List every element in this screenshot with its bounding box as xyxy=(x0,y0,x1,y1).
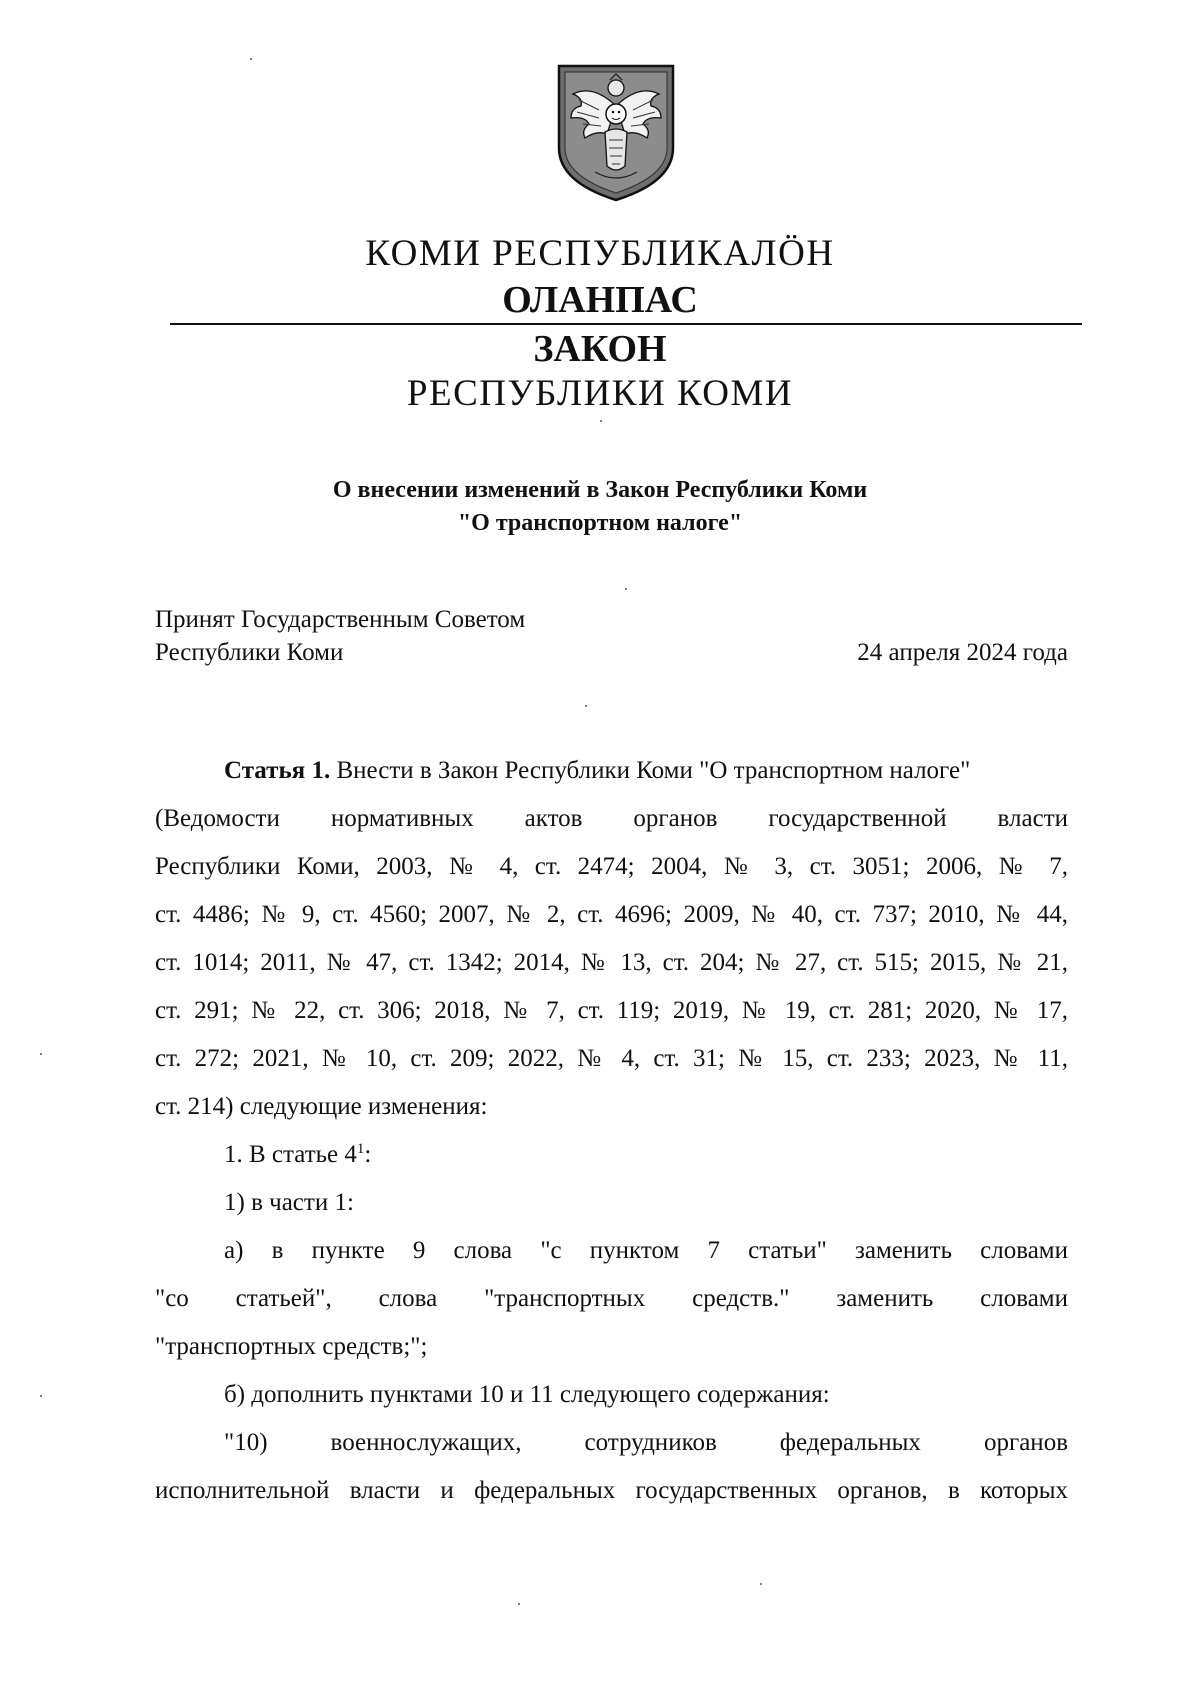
clause-1-text: 1. В статье 4 xyxy=(224,1141,357,1168)
body-line: ст. 291; № 22, ст. 306; 2018, № 7, ст. 119; 2019, № 19, ст. 281; 2020, № 17, xyxy=(155,997,1068,1024)
header-divider xyxy=(170,323,1082,325)
subclause-a-line-2: "со статьей", слова "транспортных средств." заменить словами xyxy=(155,1285,1068,1312)
body-line: Республики Коми, 2003, № 4, ст. 2474; 2004, № 3, ст. 3051; 2006, № 7, xyxy=(155,853,1068,880)
header-russian-title: ЗАКОН xyxy=(533,328,667,370)
point-10-line-2: исполнительной власти и федеральных государственных органов, в которых xyxy=(155,1477,1068,1504)
document-title-line-2: "О транспортном налоге" xyxy=(457,510,743,536)
header-komi-line: КОМИ РЕСПУБЛИКАЛӦН xyxy=(365,233,835,274)
subclause-a-line-3: "транспортных средств;"; xyxy=(155,1333,428,1360)
scan-speck xyxy=(518,1603,520,1605)
clause-1 xyxy=(224,1139,1068,1171)
scan-speck xyxy=(250,58,252,60)
header-russian-line: РЕСПУБЛИКИ КОМИ xyxy=(406,373,794,414)
clause-1-colon: : xyxy=(364,1141,372,1168)
scan-speck xyxy=(585,705,587,707)
body-line: ст. 4486; № 9, ст. 4560; 2007, № 2, ст. 4696; 2009, № 40, ст. 737; 2010, № 44, xyxy=(155,901,1068,928)
clause-1-superscript: 1 xyxy=(356,1141,365,1157)
adoption-date: 24 апреля 2024 года xyxy=(857,639,1068,666)
body-line: ст. 1014; 2011, № 47, ст. 1342; 2014, № 13, ст. 204; № 27, ст. 515; 2015, № 21, xyxy=(155,949,1068,976)
coat-of-arms-emblem xyxy=(555,62,677,204)
subclause-a-line-1: а) в пункте 9 слова "с пунктом 7 статьи" заменить словами xyxy=(224,1237,1068,1264)
body-line: ст. 214) следующие изменения: xyxy=(155,1093,488,1120)
scan-speck xyxy=(625,588,627,590)
clause-1-part-1: 1) в части 1: xyxy=(224,1189,354,1216)
article-label: Статья 1. xyxy=(224,757,331,784)
scan-speck xyxy=(600,420,602,422)
adoption-line-1: Принят Государственным Советом xyxy=(155,606,526,633)
adoption-line-2: Республики Коми xyxy=(155,639,344,666)
header-komi-title: ОЛАНПАС xyxy=(502,279,698,321)
scan-speck xyxy=(40,1395,42,1397)
subclause-b: б) дополнить пунктами 10 и 11 следующего содержания: xyxy=(224,1381,830,1408)
point-10-line-1: "10) военнослужащих, сотрудников федеральных органов xyxy=(224,1429,1068,1456)
article-text: Внести в Закон Республики Коми "О транспортном налоге" xyxy=(336,757,971,784)
body-line: (Ведомости нормативных актов органов государственной власти xyxy=(155,805,1068,832)
scan-speck xyxy=(760,1583,762,1585)
article-1-first-line xyxy=(224,755,1068,787)
document-title-line-1: О внесении изменений в Закон Республики Коми xyxy=(332,477,868,503)
body-line: ст. 272; 2021, № 10, ст. 209; 2022, № 4, ст. 31; № 15, ст. 233; 2023, № 11, xyxy=(155,1045,1068,1072)
scan-speck xyxy=(40,1053,42,1055)
